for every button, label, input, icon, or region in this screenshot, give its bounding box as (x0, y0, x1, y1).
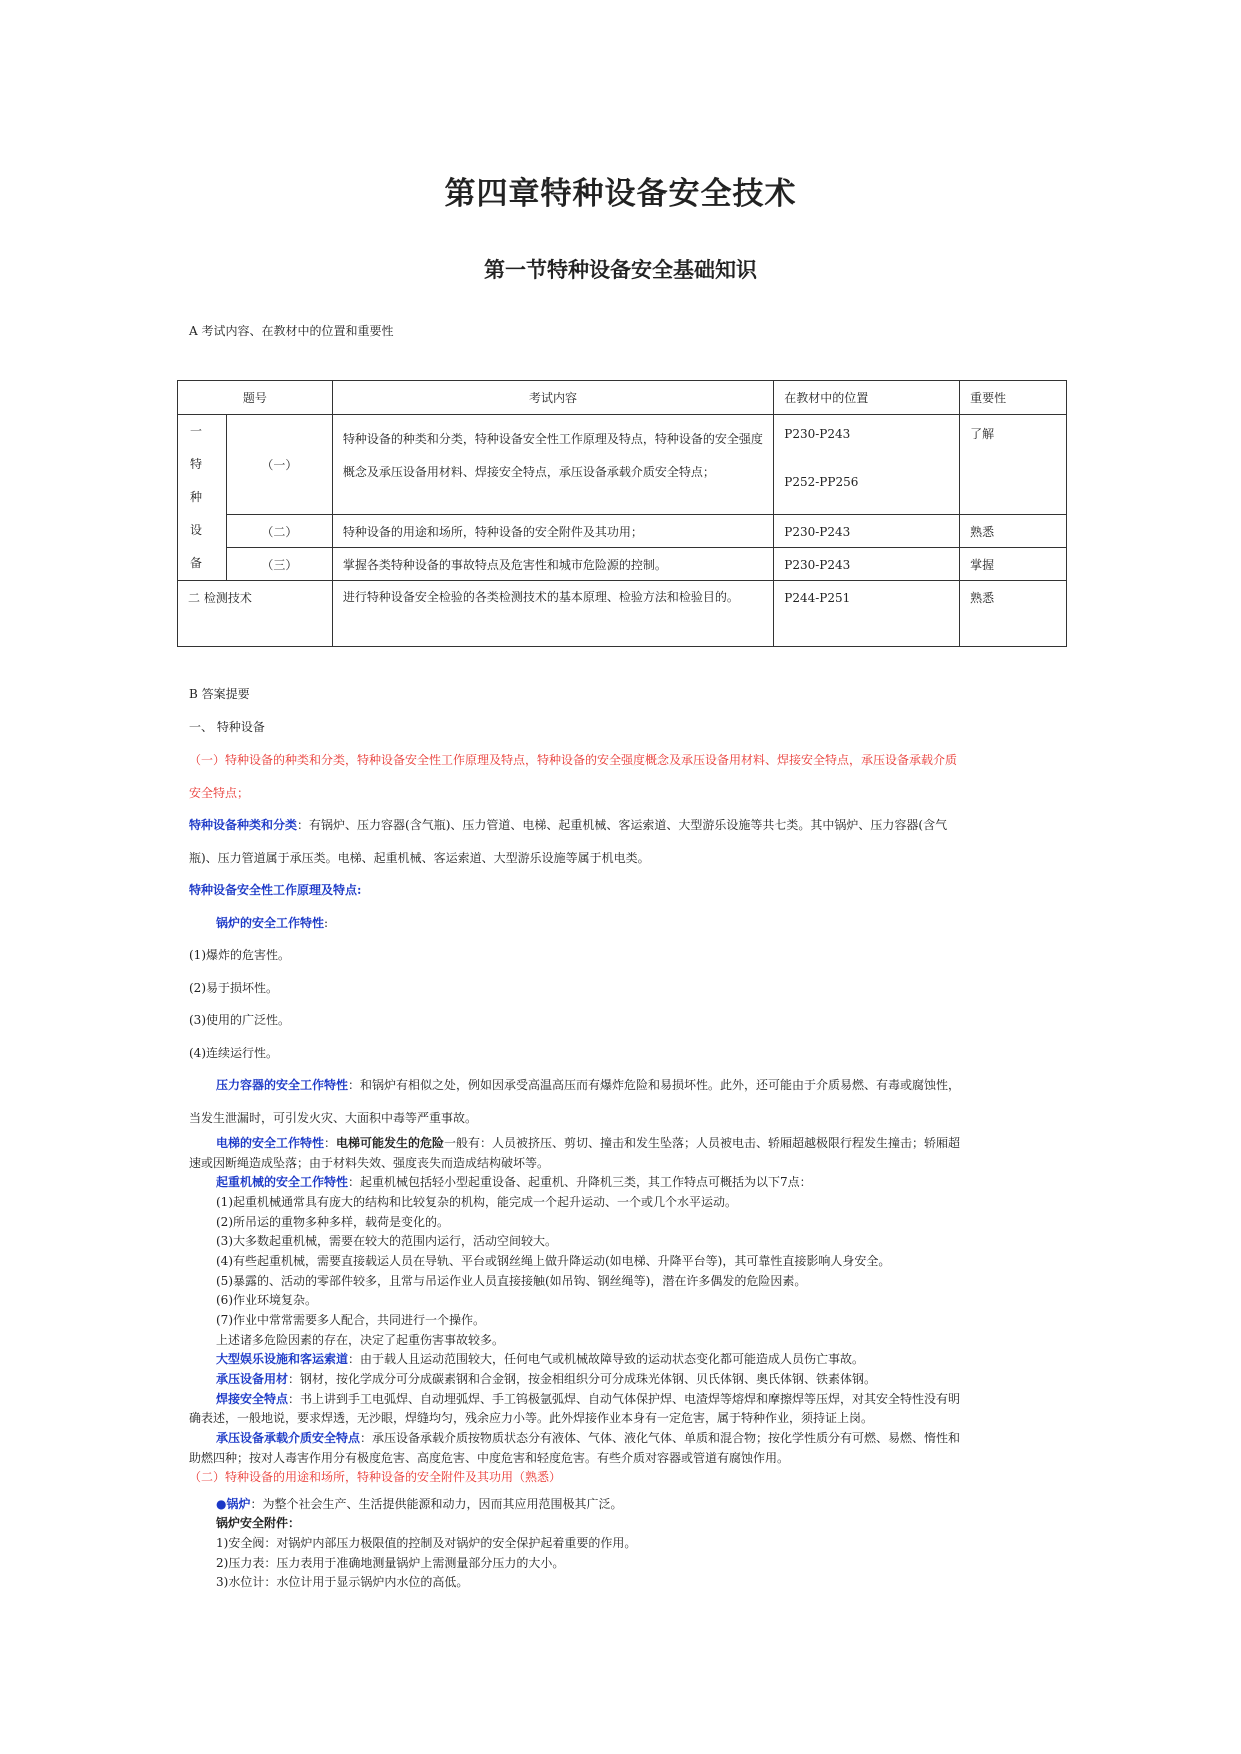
term-label: 焊接安全特点 (216, 1392, 289, 1406)
paragraph-text: 助燃四种；按对人毒害作用分有极度危害、高度危害、中度危害和轻度危害。有些介质对容器或管道有腐蚀作用。 (189, 1451, 790, 1465)
term-label: 承压设备用材 (216, 1372, 289, 1386)
position-text: P230-P243 (784, 427, 851, 441)
paragraph-text: ：起重机械包括轻小型起重设备、起重机、升降机三类，其工作特点可概括为以下7点： (348, 1175, 812, 1189)
list-item: 2)压力表：压力表用于准确地测量锅炉上需测量部分压力的大小。 (216, 1556, 565, 1570)
table-row (178, 548, 1067, 581)
position-text: P252-PP256 (784, 475, 859, 489)
list-item: (6)作业环境复杂。 (216, 1293, 317, 1307)
section-a-heading: A 考试内容、在教材中的位置和重要性 (189, 324, 394, 338)
paragraph-text: ：为整个社会生产、生活提供能源和动力，因而其应用范围极其广泛。 (250, 1497, 623, 1511)
group-char: 种 (190, 490, 203, 504)
content-cell (332, 581, 773, 647)
list-item: 3)水位计：水位计用于显示锅炉内水位的高低。 (216, 1575, 469, 1589)
term-label: 承压设备承载介质安全特点 (216, 1431, 361, 1445)
term-label: ●锅炉 (216, 1497, 251, 1511)
position-text: P230-P243 (784, 525, 851, 539)
paragraph-text: ：承压设备承载介质按物质状态分有液体、气体、液化气体、单质和混合物；按化学性质分有可燃、易燃、惰性和 (360, 1431, 961, 1445)
red-heading: （二）特种设备的用途和场所，特种设备的安全附件及其功用（熟悉） (189, 1470, 562, 1484)
term-label: 锅炉的安全工作特性 (216, 916, 325, 930)
importance-cell (960, 415, 1067, 515)
paragraph-boiler-use (216, 1497, 623, 1511)
content-cell (332, 515, 773, 548)
paragraph-text: 瓶)、压力管道属于承压类。电梯、起重机械、客运索道、大型游乐设施等属于机电类。 (189, 851, 650, 865)
paragraph-weld (216, 1392, 960, 1406)
content-text: 进行特种设备安全检验的各类检测技术的基本原理、检验方法和检验目的。 (342, 590, 739, 604)
paragraph-text: ：书上讲到手工电弧焊、自动埋弧焊、手工钨极氩弧焊、自动气体保护焊、电渣焊等熔焊和摩擦焊等压焊，对其安全特性没有明 (288, 1392, 961, 1406)
paragraph-material (216, 1372, 876, 1386)
paragraph-kinds (189, 818, 947, 832)
content-cell (332, 548, 773, 581)
term-label: 特种设备种类和分类 (189, 818, 298, 832)
table-row (178, 415, 1067, 515)
importance-text: 熟悉 (970, 525, 995, 539)
position-cell (774, 581, 960, 647)
red-heading-cont: 安全特点； (189, 786, 250, 800)
list-item: (5)暴露的、活动的零部件较多，且常与吊运作业人员直接接触(如吊钩、钢丝绳等)，潜在许多偶发的危险因素。 (216, 1274, 807, 1288)
term-label: 起重机械的安全工作特性 (216, 1175, 349, 1189)
position-cell (774, 515, 960, 548)
term-label: 大型娱乐设施和客运索道 (216, 1352, 349, 1366)
group-label-cell (178, 415, 227, 581)
paragraph-medium (216, 1431, 960, 1445)
list-item: 1)安全阀：对锅炉内部压力极限值的控制及对锅炉的安全保护起着重要的作用。 (216, 1536, 637, 1550)
accessory-heading: 锅炉安全附件： (216, 1516, 301, 1530)
row-label-text: 二 检测技术 (188, 591, 252, 605)
importance-cell (960, 581, 1067, 647)
paragraph-ride (216, 1352, 864, 1366)
red-heading: （一）特种设备的种类和分类，特种设备安全性工作原理及特点，特种设备的安全强度概念及承压设备用材料、焊接安全特点，承压设备承载介质 (189, 753, 958, 767)
table-header-row (178, 381, 1067, 415)
paragraph-elevator: 电梯的安全工作特性：电梯可能发生的危险一般有：人员被挤压、剪切、撞击和发生坠落；人员被电击、轿厢超越极限行程发生撞击；轿厢超 (216, 1136, 961, 1150)
group-char: 特 (190, 457, 203, 471)
paragraph-crane (216, 1175, 812, 1189)
importance-text: 了解 (970, 427, 995, 441)
emphasis-text: 电梯可能发生的危险 (336, 1136, 445, 1150)
row-label-cell (178, 581, 333, 647)
paragraph-text: 当发生泄漏时，可引发火灾、大面积中毒等严重事故。 (189, 1111, 478, 1125)
list-item: (4)连续运行性。 (189, 1046, 278, 1060)
section-b-heading: B 答案提要 (189, 687, 250, 701)
sub-number-cell: （三） (226, 548, 332, 581)
sub-number-cell: （二） (226, 515, 332, 548)
paragraph-text: 上述诸多危险因素的存在，决定了起重伤害事故较多。 (216, 1333, 505, 1347)
list-item: (4)有些起重机械，需要直接载运人员在导轨、平台或钢丝绳上做升降运动(如电梯、升降平台等)，其可靠性直接影响人身安全。 (216, 1254, 891, 1268)
paragraph-vessel (216, 1078, 960, 1092)
paragraph-text: 速或因断绳造成坠落；由于材料失效、强度丧失而造成结构破坏等。 (189, 1156, 550, 1170)
chapter-title: 第四章特种设备安全技术 (444, 176, 797, 212)
importance-cell (960, 548, 1067, 581)
term-label: 特种设备安全性工作原理及特点: (189, 883, 362, 897)
content-cell (332, 415, 773, 515)
position-text: P244-P251 (784, 591, 851, 605)
list-item: (2)易于损坏性。 (189, 981, 278, 995)
table-row (178, 515, 1067, 548)
paragraph-text: 一般有：人员被挤压、剪切、撞击和发生坠落；人员被电击、轿厢超越极限行程发生撞击；轿厢超 (444, 1136, 961, 1150)
list-item: (3)大多数起重机械，需要在较大的范围内运行，活动空间较大。 (216, 1234, 558, 1248)
paragraph-text: ：钢材，按化学成分可分成碳素钢和合金钢，按金相组织分可分成珠光体钢、贝氏体钢、奥氏体钢、铁素体钢。 (288, 1372, 877, 1386)
list-item: (2)所吊运的重物多种多样，载荷是变化的。 (216, 1215, 449, 1229)
header-cell: 在教材中的位置 (774, 381, 960, 415)
paragraph-text: ：由于载人且运动范围较大，任何电气或机械故障导致的运动状态变化都可能造成人员伤亡事故。 (348, 1352, 865, 1366)
group-char: 一 (190, 424, 203, 438)
term-label: 电梯的安全工作特性 (216, 1136, 325, 1150)
paragraph-text: ：和锅炉有相似之处，例如因承受高温高压而有爆炸危险和易损坏性。此外，还可能由于介质易燃、有毒或腐蚀性， (348, 1078, 961, 1092)
list-item: (1)爆炸的危害性。 (189, 948, 290, 962)
group-char: 备 (190, 556, 203, 570)
table-row (178, 581, 1067, 647)
paragraph-boiler: 锅炉的安全工作特性: (216, 916, 329, 930)
importance-text: 掌握 (970, 558, 995, 572)
section-title: 第一节特种设备安全基础知识 (484, 257, 757, 282)
sub-number-cell: （一） (226, 415, 332, 515)
paragraph-text: 确表述，一般地说，要求焊透，无沙眼，焊缝均匀，残余应力小等。此外焊接作业本身有一定危害，属于特种作业，须持证上岗。 (189, 1411, 874, 1425)
exam-table (177, 380, 1067, 647)
header-cell: 重要性 (960, 381, 1067, 415)
group-char: 设 (190, 523, 203, 537)
header-cell: 题号 (178, 381, 333, 415)
subsection-heading: 一、 特种设备 (189, 720, 265, 734)
content-text: 特种设备的种类和分类，特种设备安全性工作原理及特点，特种设备的安全强度概念及承压设备用材料、焊接安全特点，承压设备承载介质安全特点； (342, 432, 763, 479)
header-cell: 考试内容 (332, 381, 773, 415)
content-text: 特种设备的用途和场所，特种设备的安全附件及其功用； (342, 525, 643, 539)
list-item: (3)使用的广泛性。 (189, 1013, 290, 1027)
list-item: (1)起重机械通常具有庞大的结构和比较复杂的机构，能完成一个起升运动、一个或几个水平运动。 (216, 1195, 738, 1209)
position-cell (774, 415, 960, 515)
term-label: 压力容器的安全工作特性 (216, 1078, 349, 1092)
importance-text: 熟悉 (970, 591, 995, 605)
list-item: (7)作业中常常需要多人配合，共同进行一个操作。 (216, 1313, 485, 1327)
position-text: P230-P243 (784, 558, 851, 572)
paragraph-text: ：有锅炉、压力容器(含气瓶)、压力管道、电梯、起重机械、客运索道、大型游乐设施等共七类。其中锅炉、压力容器(含气 (297, 818, 948, 832)
importance-cell (960, 515, 1067, 548)
content-text: 掌握各类特种设备的事故特点及危害性和城市危险源的控制。 (342, 558, 667, 572)
position-cell (774, 548, 960, 581)
